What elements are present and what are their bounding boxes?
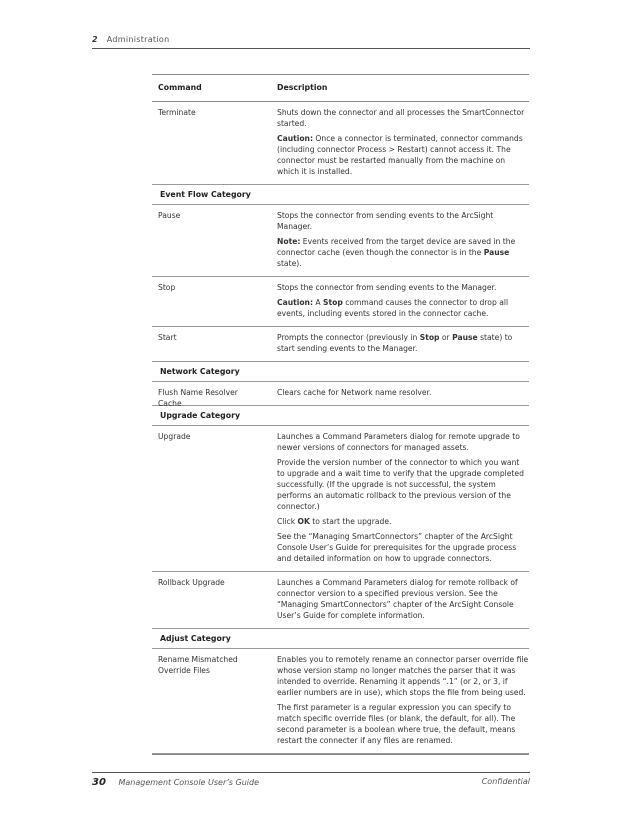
command-row xyxy=(152,572,529,629)
table-body xyxy=(152,102,529,754)
command-row xyxy=(152,327,529,362)
emphasis-text: OK xyxy=(297,517,310,526)
emphasis-text: Note: xyxy=(277,237,301,246)
emphasis-text: Stop xyxy=(419,333,440,342)
category-row xyxy=(152,362,529,382)
command-name: Stop xyxy=(158,283,176,292)
table-end-rule xyxy=(152,754,529,755)
command-row xyxy=(152,102,529,185)
command-row xyxy=(152,277,529,327)
page-number: 30 xyxy=(92,777,106,788)
description-paragraph: Caution: Once a connector is terminated, connector commands (including connector Process > Restart) cannot access it. The connector must be restarted manually from the machine on which it is installed. xyxy=(277,134,523,176)
description-paragraph: Enables you to remotely rename an connector parser override file whose version stamp no longer matches the parser that it was intended to override. Renaming it appends “.1” (or 2, or 3, if earlier numbers are in use), which stops the file from being used. xyxy=(277,655,529,697)
command-description xyxy=(277,649,529,753)
category-row xyxy=(152,406,529,426)
command-name: Terminate xyxy=(158,108,196,117)
category-row xyxy=(152,629,529,649)
description-paragraph: Launches a Command Parameters dialog for remote rollback of connector version to a specified previous version. See the “Managing SmartConnectors” chapter of the ArcSight Console User’s Guide for complete information. xyxy=(277,578,518,620)
description-paragraph: Launches a Command Parameters dialog for remote upgrade to newer versions of connectors for managed assets. xyxy=(277,432,520,452)
confidential-label: Confidential xyxy=(481,777,530,786)
description-paragraph: Note: Events received from the target device are saved in the connector cache (even though the connector is in the Pause state). xyxy=(277,237,516,268)
description-paragraph: Stops the connector from sending events to the Manager. xyxy=(277,283,497,292)
footer-rule xyxy=(92,772,530,773)
command-description xyxy=(277,277,529,326)
command-row xyxy=(152,205,529,277)
description-paragraph: Clears cache for Network name resolver. xyxy=(277,388,432,397)
category-label: Network Category xyxy=(160,367,240,376)
command-description xyxy=(277,327,529,361)
command-name: Upgrade xyxy=(158,432,191,441)
command-row xyxy=(152,649,529,754)
command-name: Start xyxy=(158,333,177,342)
page-footer xyxy=(92,777,530,791)
emphasis-text: Caution: xyxy=(277,298,313,307)
command-name: Pause xyxy=(158,211,181,220)
description-paragraph: Shuts down the connector and all processes the SmartConnector started. xyxy=(277,108,525,128)
category-row xyxy=(152,185,529,205)
chapter-title: Administration xyxy=(106,35,170,44)
command-description xyxy=(277,572,529,628)
description-paragraph: Stops the connector from sending events to the ArcSight Manager. xyxy=(277,211,494,231)
description-paragraph: Provide the version number of the connector to which you want to upgrade and a wait time to verify that the upgrade completed successfully. (If the upgrade is not successful, the system performs an automatic rollback to the previous version of the connector.) xyxy=(277,458,524,511)
description-paragraph: See the “Managing SmartConnectors” chapter of the ArcSight Console User’s Guide for prerequisites for the upgrade process and detailed information on how to upgrade connectors. xyxy=(277,532,517,563)
command-name: Flush Name Resolver Cache xyxy=(158,388,238,408)
header-rule xyxy=(92,48,530,49)
command-name: Rename Mismatched Override Files xyxy=(158,655,238,675)
command-description xyxy=(277,426,529,571)
column-header-command: Command xyxy=(158,83,202,92)
command-description xyxy=(277,102,529,184)
description-paragraph: Caution: A Stop command causes the connector to drop all events, including events stored in the connector cache. xyxy=(277,298,509,318)
command-description xyxy=(277,205,529,276)
category-label: Adjust Category xyxy=(160,634,231,643)
table-header-row xyxy=(152,74,529,102)
column-header-description: Description xyxy=(277,83,328,92)
emphasis-text: Pause xyxy=(483,248,510,257)
emphasis-text: Caution: xyxy=(277,134,313,143)
description-paragraph: The first parameter is a regular expression you can specify to match specific override files (or blank, the default, for all). The second parameter is a boolean where true, the default, means restart the connecter if any files are renamed. xyxy=(277,703,516,745)
category-label: Upgrade Category xyxy=(160,411,241,420)
command-description xyxy=(277,382,529,405)
emphasis-text: Pause xyxy=(452,333,478,342)
commands-table xyxy=(152,74,529,755)
command-name: Rollback Upgrade xyxy=(158,578,225,587)
category-label: Event Flow Category xyxy=(160,190,251,199)
command-row xyxy=(152,426,529,572)
description-paragraph: Click OK to start the upgrade. xyxy=(277,517,392,526)
guide-title: Management Console User’s Guide xyxy=(118,778,259,787)
emphasis-text: Stop xyxy=(323,298,343,307)
command-row xyxy=(152,382,529,406)
chapter-number: 2 xyxy=(92,35,98,44)
description-paragraph: Prompts the connector (previously in Stop or Pause state) to start sending events to the Manager. xyxy=(277,333,513,353)
page-header xyxy=(92,35,530,49)
